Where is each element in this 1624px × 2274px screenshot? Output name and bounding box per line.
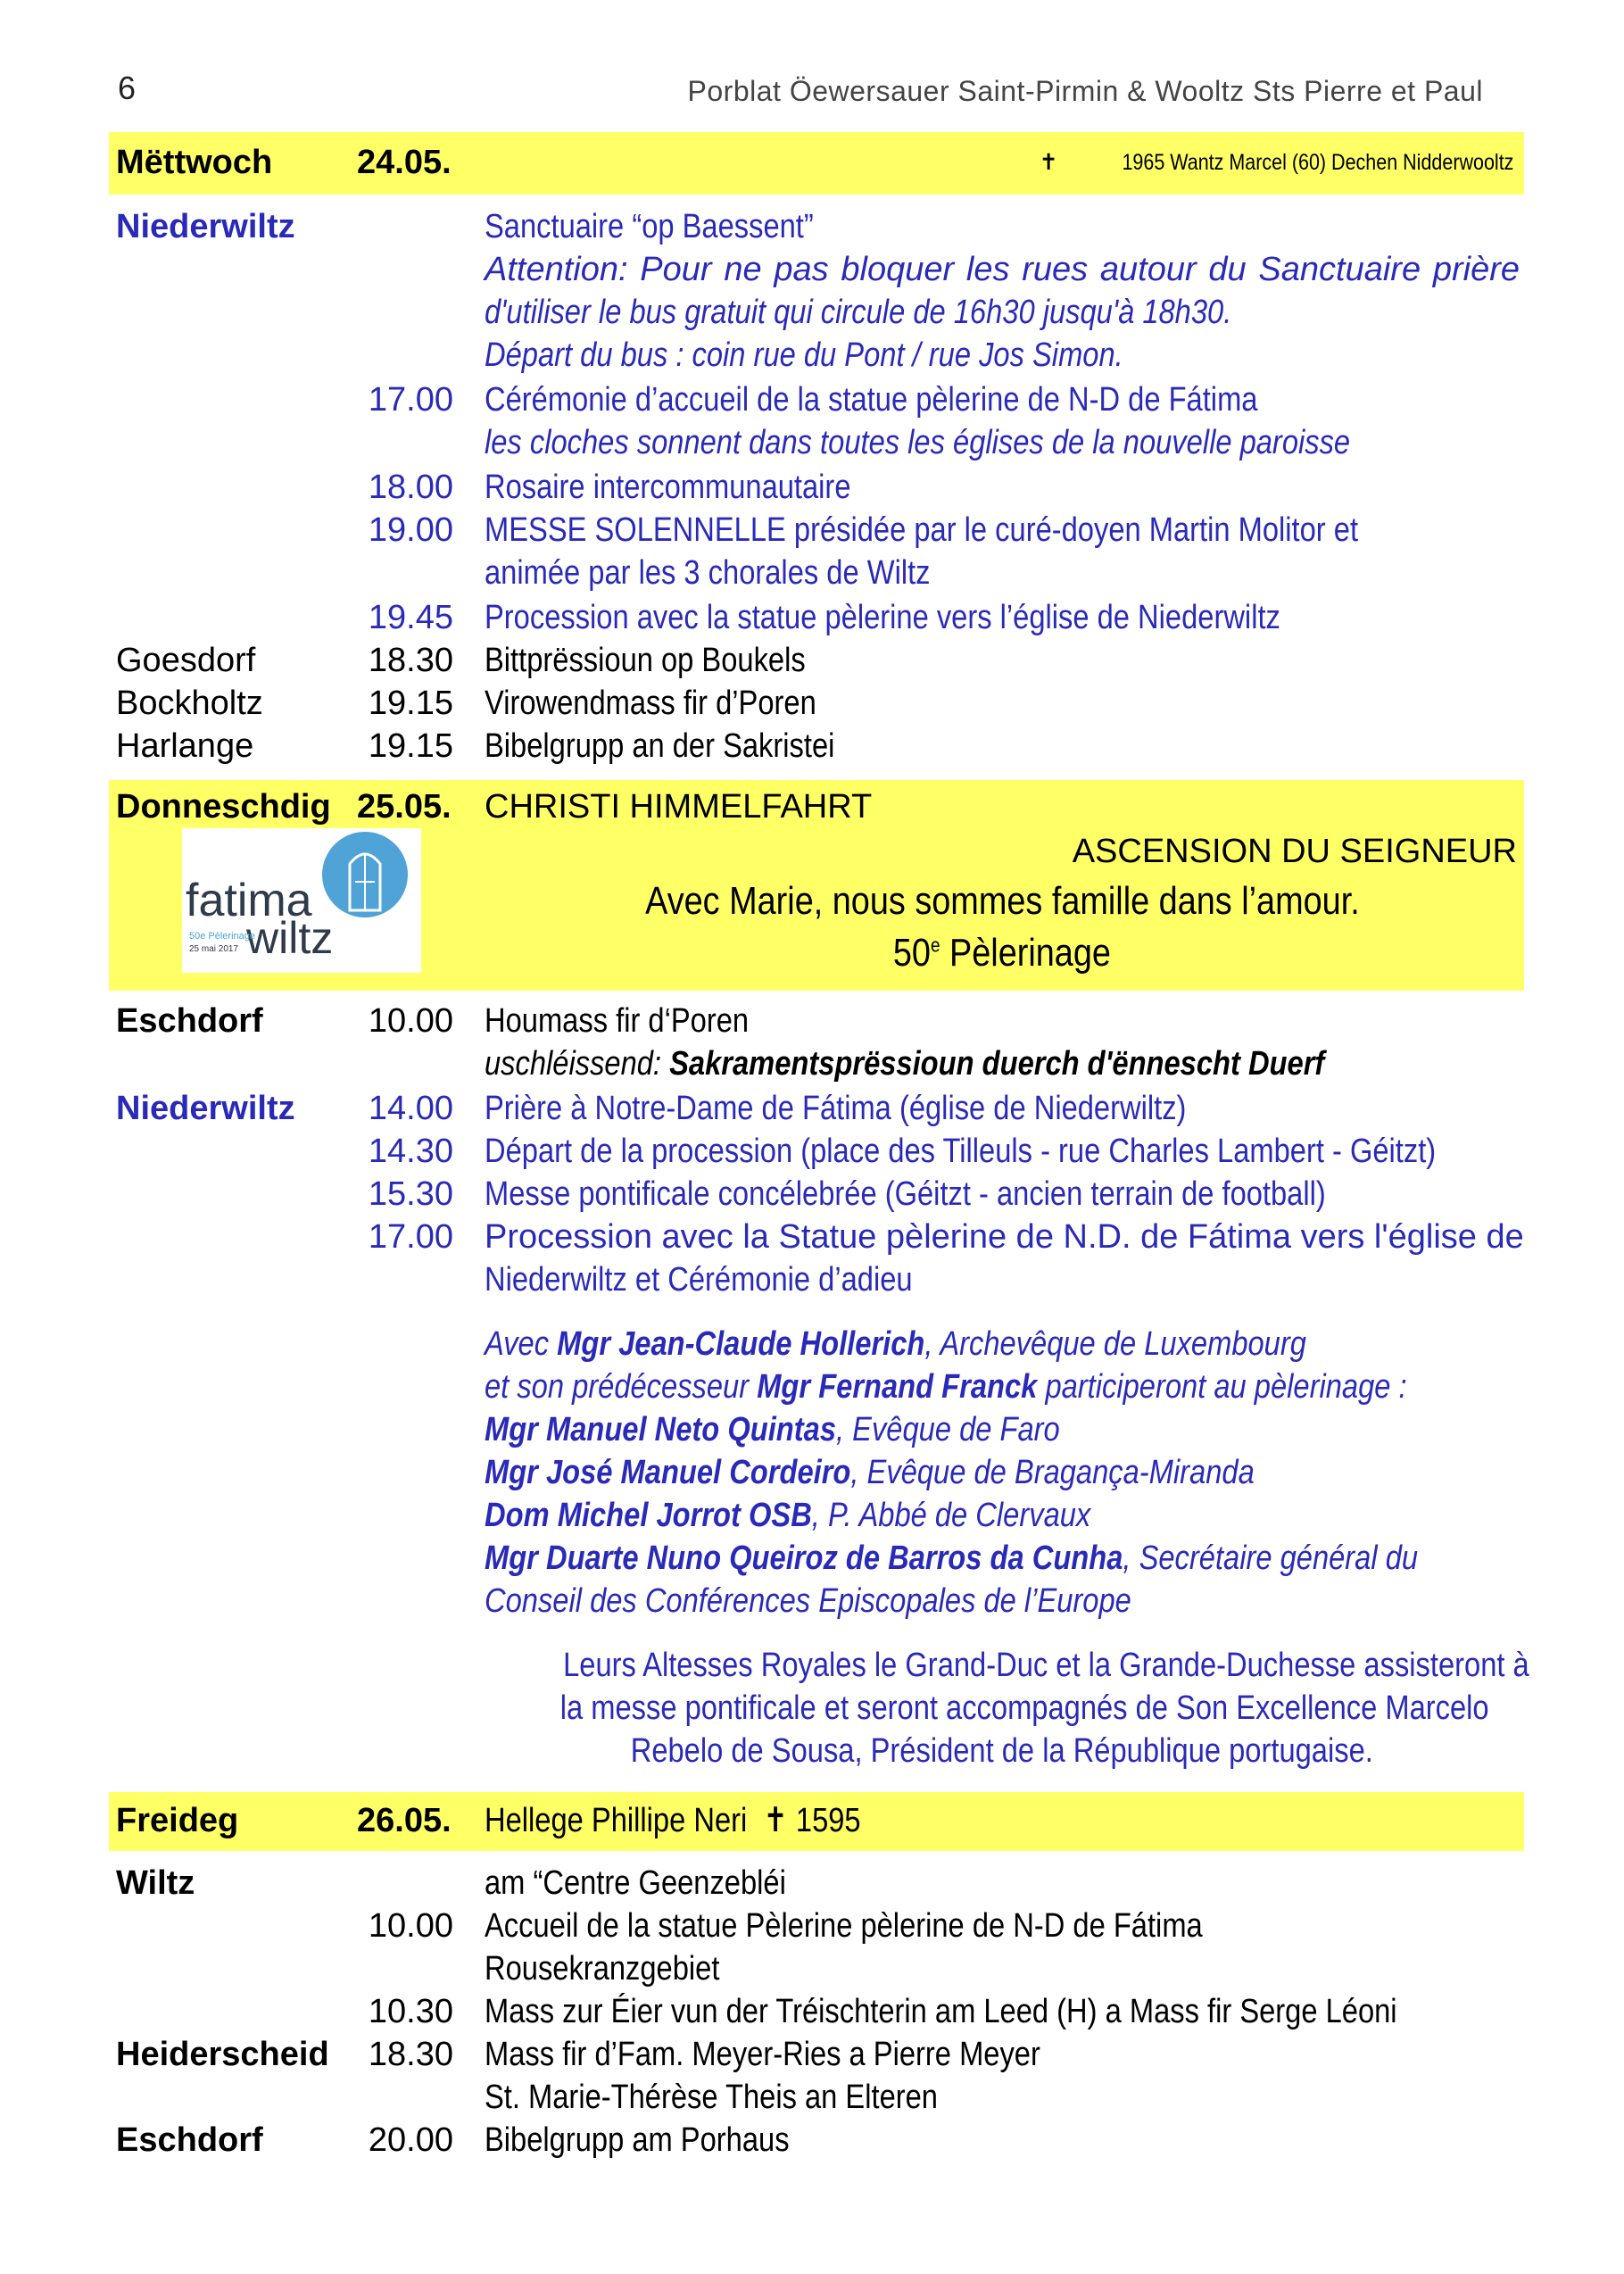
svg-text:wiltz: wiltz [246, 913, 334, 963]
day-date: 25.05. [357, 788, 452, 826]
place-name: Niederwiltz [116, 208, 295, 245]
event-time: 19.15 [368, 685, 453, 722]
event-text: am “Centre Geenzebléi [485, 1864, 786, 1902]
bishop-line: Dom Michel Jorrot OSB, P. Abbé de Clervaux [485, 1497, 1091, 1534]
event-time: 10.00 [368, 1907, 453, 1945]
day-row-thursday [0, 785, 1624, 828]
event-row [0, 596, 1624, 639]
event-row [0, 1042, 1624, 1085]
event-time: 18.30 [368, 2036, 453, 2073]
event-text: Messe pontificale concélebrée (Géitzt - ancien terrain de football) [485, 1175, 1326, 1213]
event-text: Bibelgrupp am Porhaus [485, 2121, 790, 2159]
saint-of-day: Hellege Phillipe Neri ✝ 1595 [485, 1802, 861, 1839]
event-row [0, 248, 1624, 291]
event-time: 15.30 [368, 1175, 453, 1213]
event-time: 19.45 [368, 599, 453, 636]
bishop-line: Conseil des Conférences Episcopales de l’Europe [485, 1582, 1131, 1620]
event-text: Sanctuaire “op Baessent” [485, 208, 814, 245]
event-text: Cérémonie d’accueil de la statue pèlerine de N-D de Fátima [485, 381, 1258, 419]
place-name: Niederwiltz [116, 1090, 295, 1127]
event-row [0, 466, 1624, 509]
place-name: Bockholtz [116, 685, 263, 722]
event-time: 18.30 [368, 642, 453, 679]
logo-graphic [182, 828, 421, 973]
memorial-note: ✝ 1965 Wantz Marcel (60) Dechen Nidderwooltz [1039, 150, 1513, 175]
event-note: uschléissend: Sakramentsprëssioun duerch d'ënnescht Duerf [485, 1045, 1325, 1083]
event-row [0, 1173, 1624, 1216]
place-name: Eschdorf [116, 2121, 263, 2159]
fatima-wiltz-logo [182, 828, 421, 973]
svg-text:fatima: fatima [186, 875, 312, 926]
event-time: 10.30 [368, 1993, 453, 2030]
event-row [0, 1947, 1624, 1990]
day-name: Donneschdig [116, 788, 331, 826]
bulletin-title: Porblat Öewersauer Saint-Pirmin & Wooltz Sts Pierre et Paul [687, 75, 1483, 107]
day-name: Freideg [116, 1802, 239, 1839]
event-row [0, 1905, 1624, 1947]
event-row [0, 552, 1624, 594]
event-text: Accueil de la statue Pèlerine pèlerine de N-D de Fátima [485, 1907, 1203, 1945]
pilgrimage-number: 50e Pèlerinage [892, 931, 1112, 975]
feast-name: CHRISTI HIMMELFAHRT [485, 788, 873, 826]
event-row [0, 2076, 1624, 2119]
event-text: Procession avec la statue pèlerine vers l’église de Niederwiltz [485, 599, 1280, 636]
royals-line: Rebelo de Sousa, Président de la République portugaise. [630, 1732, 1374, 1770]
place-name: Goesdorf [116, 642, 256, 679]
cross-icon: ✝ [763, 1802, 788, 1839]
event-text: St. Marie-Thérèse Theis an Elteren [485, 2079, 938, 2116]
event-text: Procession avec la Statue pèlerine de N.D. de Fátima vers l'église de [485, 1218, 1524, 1256]
event-row [0, 1000, 1624, 1042]
place-name: Heiderscheid [116, 2036, 329, 2073]
event-row [0, 1130, 1624, 1173]
bishop-line: Mgr Manuel Neto Quintas, Evêque de Faro [485, 1411, 1060, 1448]
event-text: Bibelgrupp an der Sakristei [485, 727, 835, 765]
event-time: 14.00 [368, 1090, 453, 1127]
event-time: 19.00 [368, 511, 453, 549]
day-row-wednesday [0, 141, 1624, 184]
event-time: 10.00 [368, 1002, 453, 1040]
event-row [0, 725, 1624, 768]
event-row [0, 421, 1624, 464]
event-row [0, 682, 1624, 725]
event-time: 20.00 [368, 2121, 453, 2159]
event-row [0, 334, 1624, 377]
event-row [0, 2119, 1624, 2162]
event-text: Houmass fir d‘Poren [485, 1002, 750, 1040]
event-row [0, 639, 1624, 682]
page-header [0, 70, 1624, 111]
cross-icon: ✝ [1039, 150, 1058, 175]
event-row [0, 1258, 1624, 1301]
event-time: 17.00 [368, 381, 453, 419]
attention-text: Attention: Pour ne pas bloquer les rues autour du Sanctuaire prière [485, 251, 1520, 288]
bishop-line: Mgr Duarte Nuno Queiroz de Barros da Cunha, Secrétaire général du [485, 1540, 1419, 1577]
event-row [0, 291, 1624, 334]
place-name: Harlange [116, 727, 254, 765]
event-row [0, 1216, 1624, 1258]
event-note: les cloches sonnent dans toutes les églises de la nouvelle paroisse [485, 424, 1351, 461]
royals-line: Leurs Altesses Royales le Grand-Duc et la Grande-Duchesse assisteront à [563, 1647, 1529, 1684]
event-row [0, 205, 1624, 248]
event-text: Bittprëssioun op Boukels [485, 642, 806, 679]
page-number: 6 [118, 70, 137, 106]
event-text: animée par les 3 chorales de Wiltz [485, 554, 931, 592]
event-time: 18.00 [368, 469, 453, 506]
day-name: Mëttwoch [116, 144, 273, 181]
day-date: 24.05. [357, 144, 452, 181]
event-text: Rousekranzgebiet [485, 1950, 720, 1988]
event-row [0, 2033, 1624, 2076]
event-row [0, 1087, 1624, 1130]
event-time: 14.30 [368, 1133, 453, 1170]
event-row [0, 1862, 1624, 1905]
event-text: Mass fir d’Fam. Meyer-Ries a Pierre Meyer [485, 2036, 1040, 2073]
day-row-friday [0, 1799, 1624, 1842]
bishop-line: Mgr José Manuel Cordeiro, Evêque de Bragança-Miranda [485, 1454, 1255, 1491]
place-name: Eschdorf [116, 1002, 263, 1040]
place-name: Wiltz [116, 1864, 195, 1902]
svg-text:25 mai 2017: 25 mai 2017 [189, 944, 239, 954]
royals-line: la messe pontificale et seront accompagnés de Son Excellence Marcelo [559, 1689, 1489, 1727]
pilgrimage-motto: Avec Marie, nous sommes famille dans l’amour. [644, 879, 1360, 923]
attention-text: Départ du bus : coin rue du Pont / rue Jos Simon. [485, 336, 1123, 374]
event-time: 17.00 [368, 1218, 453, 1256]
bishop-line: Avec Mgr Jean-Claude Hollerich, Archevêque de Luxembourg [485, 1325, 1306, 1363]
event-row [0, 378, 1624, 421]
event-text: Rosaire intercommunautaire [485, 469, 851, 506]
event-row [0, 509, 1624, 552]
event-text: Prière à Notre-Dame de Fátima (église de Niederwiltz) [485, 1090, 1187, 1127]
event-text: Départ de la procession (place des Tilleuls - rue Charles Lambert - Géitzt) [485, 1133, 1437, 1170]
svg-text:50e Pèlerinage: 50e Pèlerinage [189, 931, 256, 942]
event-text: Virowendmass fir d’Poren [485, 685, 816, 722]
event-text: MESSE SOLENNELLE présidée par le curé-doyen Martin Molitor et [485, 511, 1359, 549]
event-row [0, 1990, 1624, 2033]
bishop-line: et son prédécesseur Mgr Fernand Franck participeront au pèlerinage : [485, 1368, 1407, 1406]
event-text: Mass zur Éier vun der Tréischterin am Leed (H) a Mass fir Serge Léoni [485, 1993, 1397, 2030]
feast-name-fr: ASCENSION DU SEIGNEUR [1072, 833, 1517, 870]
day-date: 26.05. [357, 1802, 452, 1839]
event-time: 19.15 [368, 727, 453, 765]
attention-text: d'utiliser le bus gratuit qui circule de 16h30 jusqu'à 18h30. [485, 294, 1232, 331]
event-text: Niederwiltz et Cérémonie d’adieu [485, 1261, 913, 1299]
